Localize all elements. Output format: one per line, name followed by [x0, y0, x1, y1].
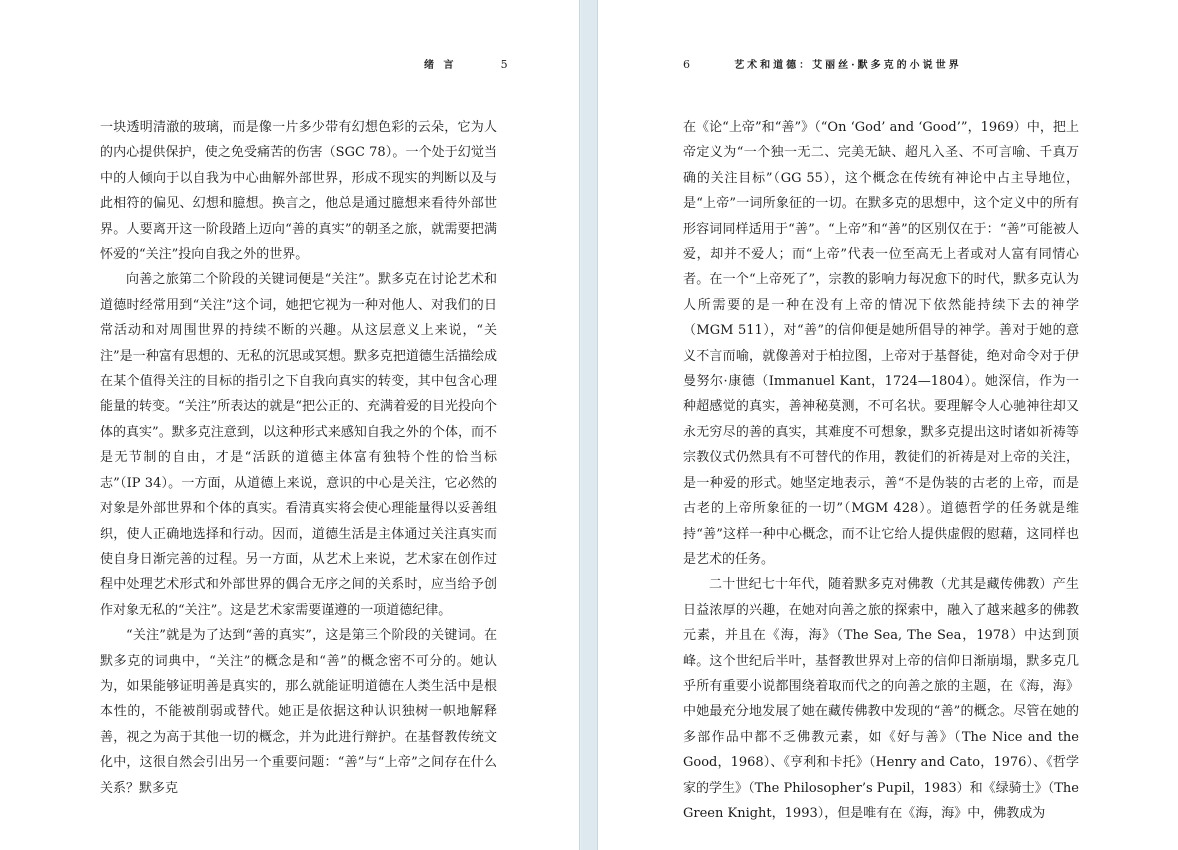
paragraph: “关注”就是为了达到“善的真实”，这是第三个阶段的关键词。在默多克的词典中，“关注”的概念是和“善”的概念密不可分的。她认为，如果能够证明善是真实的，那么就能证明道德在人类生活中是根本性的，不能被削弱或替代。她正是依据这种认识独树一帜地解释善，视之为高于其他一切的概念，并为此进行辩护。在基督教传统文化中，这很自然会引出另一个重要问题：“善”与“上帝”之间存在什么关系？默多克: [100, 628, 497, 796]
page-gutter: [581, 0, 597, 850]
running-header-right: [683, 56, 962, 71]
running-header-left: [424, 56, 508, 71]
book-title: 艺术和道德：艾丽丝·默多克的小说世界: [734, 60, 962, 71]
page-number: 6: [683, 58, 690, 71]
body-text: [683, 115, 1079, 826]
chapter-title: 绪 言: [424, 60, 457, 71]
paragraph: 在《论“上帝”和“善”》（“On ‘God’ and ‘Good’”，1969）中，把上帝定义为“一个独一无二、完美无缺、超凡入圣、不可言喻、千真万确的关注目标”（GG 55），这个概念在传统有神论中占主导地位，是“上帝”一词所象征的一切。在默多克的思想中，这个定义中的所有形容词同样适用于“善”。“上帝”和“善”的区别仅在于：“善”可能被人爱，却并不爱人；而“上帝”代表一位至高无上者或对人富有同情心者。在一个“上帝死了”，宗教的影响力每况愈下的时代，默多克认为人所需要的是一种在没有上帝的情况下依然能持续下去的神学（MGM 511），对“善”的信仰便是她所倡导的神学。善对于她的意义不言而喻，就像善对于柏拉图，上帝对于基督徒，绝对命令对于伊曼努尔·康德（Immanuel Kant，1724—1804）。她深信，作为一种超感觉的真实，善神秘莫测，不可名状。要理解令人心驰神往却又永无穷尽的善的真实，其难度不可想象，默多克提出这时诸如祈祷等宗教仪式仍然具有不可替代的作用，教徒们的祈祷是对上帝的关注，是一种爱的形式。她坚定地表示，善“不是伪装的古老的上帝，而是古老的上帝所象征的一切”（MGM 428）。道德哲学的任务就是维持“善”这样一种中心概念，而不让它给人提供虚假的慰藉，这同样也是艺术的任务。: [683, 120, 1079, 567]
right-page: [597, 0, 1178, 850]
left-page: [0, 0, 580, 850]
page-number: 5: [500, 58, 508, 71]
paragraph: 二十世纪七十年代，随着默多克对佛教（尤其是藏传佛教）产生日益浓厚的兴趣，在她对向善之旅的探索中，融入了越来越多的佛教元素，并且在《海，海》（The Sea, The Sea，1978）中达到顶峰。这个世纪后半叶，基督教世界对上帝的信仰日渐崩塌，默多克几乎所有重要小说都围绕着取而代之的向善之旅的主题，在《海，海》中她最充分地发展了她在藏传佛教中发现的“善”的概念。尽管在她的多部作品中都不乏佛教元素，如《好与善》（The Nice and the Good，1968）、《亨利和卡托》（Henry and Cato，1976）、《哲学家的学生》（The Philosopher’s Pupil，1983）和《绿骑士》（The Green Knight，1993），但是唯有在《海，海》中，佛教成为: [683, 577, 1079, 821]
paragraph: 向善之旅第二个阶段的关键词便是“关注”。默多克在讨论艺术和道德时经常用到“关注”这个词，她把它视为一种对他人、对我们的日常活动和对周围世界的持续不断的兴趣。从这层意义上来说，“关注”是一种富有思想的、无私的沉思或冥想。默多克把道德生活描绘成在某个值得关注的目标的指引之下自我向真实的转变，其中包含心理能量的转变。“关注”所表达的就是“把公正的、充满着爱的目光投向个体的真实”。默多克注意到，以这种形式来感知自我之外的个体，而不是无节制的自由，才是“活跃的道德主体富有独特个性的恰当标志”（IP 34）。一方面，从道德上来说，意识的中心是关注，它必然的对象是外部世界和个体的真实。看清真实将会使心理能量得以妥善组织，使人正确地选择和行动。因而，道德生活是主体通过关注真实而使自身日渐完善的过程。另一方面，从艺术上来说，艺术家在创作过程中处理艺术形式和外部世界的偶合无序之间的关系时，应当给予创作对象无私的“关注”。这是艺术家需要谨遵的一项道德纪律。: [100, 272, 497, 618]
body-text: [100, 115, 497, 801]
paragraph: 一块透明清澈的玻璃，而是像一片多少带有幻想色彩的云朵，它为人的内心提供保护，使之免受痛苦的伤害（SGC 78）。一个处于幻觉当中的人倾向于以自我为中心曲解外部世界，形成不现实的判断以及与此相符的偏见、幻想和臆想。换言之，他总是通过臆想来看待外部世界。人要离开这一阶段踏上迈向“善的真实”的朝圣之旅，就需要把满怀爱的“关注”投向自我之外的世界。: [100, 120, 497, 263]
